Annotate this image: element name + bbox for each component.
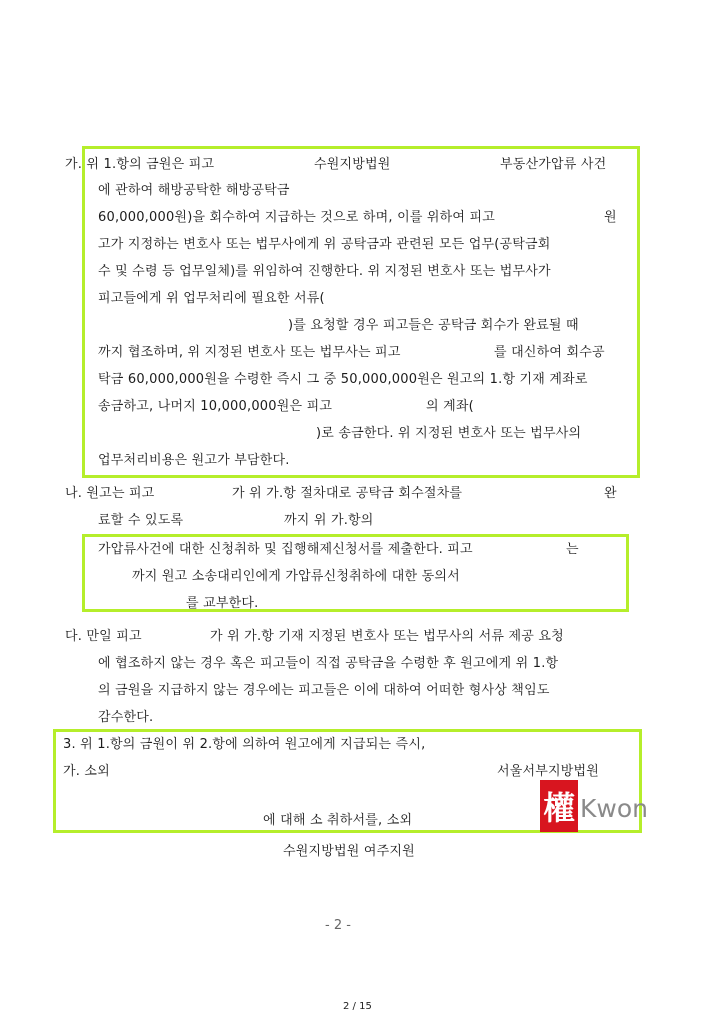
kwon-seal-logo: 權: [540, 780, 578, 832]
text-line: 까지 협조하며, 위 지정된 변호사 또는 법무사는 피고: [98, 345, 401, 360]
text-line: 탁금 60,000,000원을 수령한 즉시 그 중 50,000,000원은 원고의 1.항 기재 계좌로: [98, 372, 588, 387]
text-line: 수원지방법원 여주지원: [283, 844, 415, 859]
text-line: 까지 원고 소송대리인에게 가압류신청취하에 대한 동의서: [132, 569, 460, 584]
text-line: )로 송금한다. 위 지정된 변호사 또는 법무사의: [316, 426, 582, 441]
page-number: - 2 -: [325, 918, 351, 933]
text-line: 송금하고, 나머지 10,000,000원은 피고: [98, 399, 333, 414]
text-line: 가. 소외: [63, 764, 110, 779]
text-line: 가 위 가.항 절차대로 공탁금 회수절차를: [232, 486, 463, 501]
text-line: 수 및 수령 등 업무일체)를 위임하여 진행한다. 위 지정된 변호사 또는 법무사가: [98, 264, 551, 279]
text-line: 다. 만일 피고: [65, 629, 142, 644]
text-line: 부동산가압류 사건: [500, 157, 607, 172]
text-line: 나. 원고는 피고: [65, 486, 155, 501]
text-line: 는: [566, 542, 579, 557]
text-line: 가압류사건에 대한 신청취하 및 집행해제신청서를 제출한다. 피고: [98, 542, 473, 557]
text-line: )를 요청할 경우 피고들은 공탁금 회수가 완료될 때: [288, 318, 579, 333]
text-line: 에 협조하지 않는 경우 혹은 피고들이 직접 공탁금을 수령한 후 원고에게 위 1.항: [98, 656, 559, 671]
text-line: 서울서부지방법원: [497, 764, 600, 779]
text-line: 까지 위 가.항의: [284, 513, 374, 528]
text-line: 60,000,000원)을 회수하여 지급하는 것으로 하며, 이를 위하여 피고: [98, 210, 496, 225]
text-line: 를 대신하여 회수공: [494, 345, 605, 360]
kwon-logo-text: Kwon: [580, 794, 648, 823]
text-line: 에 대해 소 취하서를, 소외: [263, 813, 413, 828]
text-line: 고가 지정하는 변호사 또는 법무사에게 위 공탁금과 관련된 모든 업무(공탁금회: [98, 237, 551, 252]
text-line: 를 교부한다.: [186, 596, 259, 611]
text-line: 감수한다.: [98, 710, 154, 725]
text-line: 원: [604, 210, 617, 225]
text-line: 3. 위 1.항의 금원이 위 2.항에 의하여 원고에게 지급되는 즉시,: [63, 737, 426, 752]
text-line: 수원지방법원: [314, 157, 391, 172]
text-line: 료할 수 있도록: [98, 513, 184, 528]
page-counter-footer: 2 / 15: [343, 1001, 372, 1012]
text-line: 완: [604, 486, 617, 501]
text-line: 의 금원을 지급하지 않는 경우에는 피고들은 이에 대하여 어떠한 형사상 책임도: [98, 683, 550, 698]
text-line: 의 계좌(: [426, 399, 474, 414]
text-line: 피고들에게 위 업무처리에 필요한 서류(: [98, 291, 325, 306]
text-line: 가 위 가.항 기재 지정된 변호사 또는 법무사의 서류 제공 요청: [210, 629, 564, 644]
text-line: 에 관하여 해방공탁한 해방공탁금: [98, 183, 290, 198]
text-line: 가. 위 1.항의 금원은 피고: [65, 157, 215, 172]
text-line: 업무처리비용은 원고가 부담한다.: [98, 453, 290, 468]
